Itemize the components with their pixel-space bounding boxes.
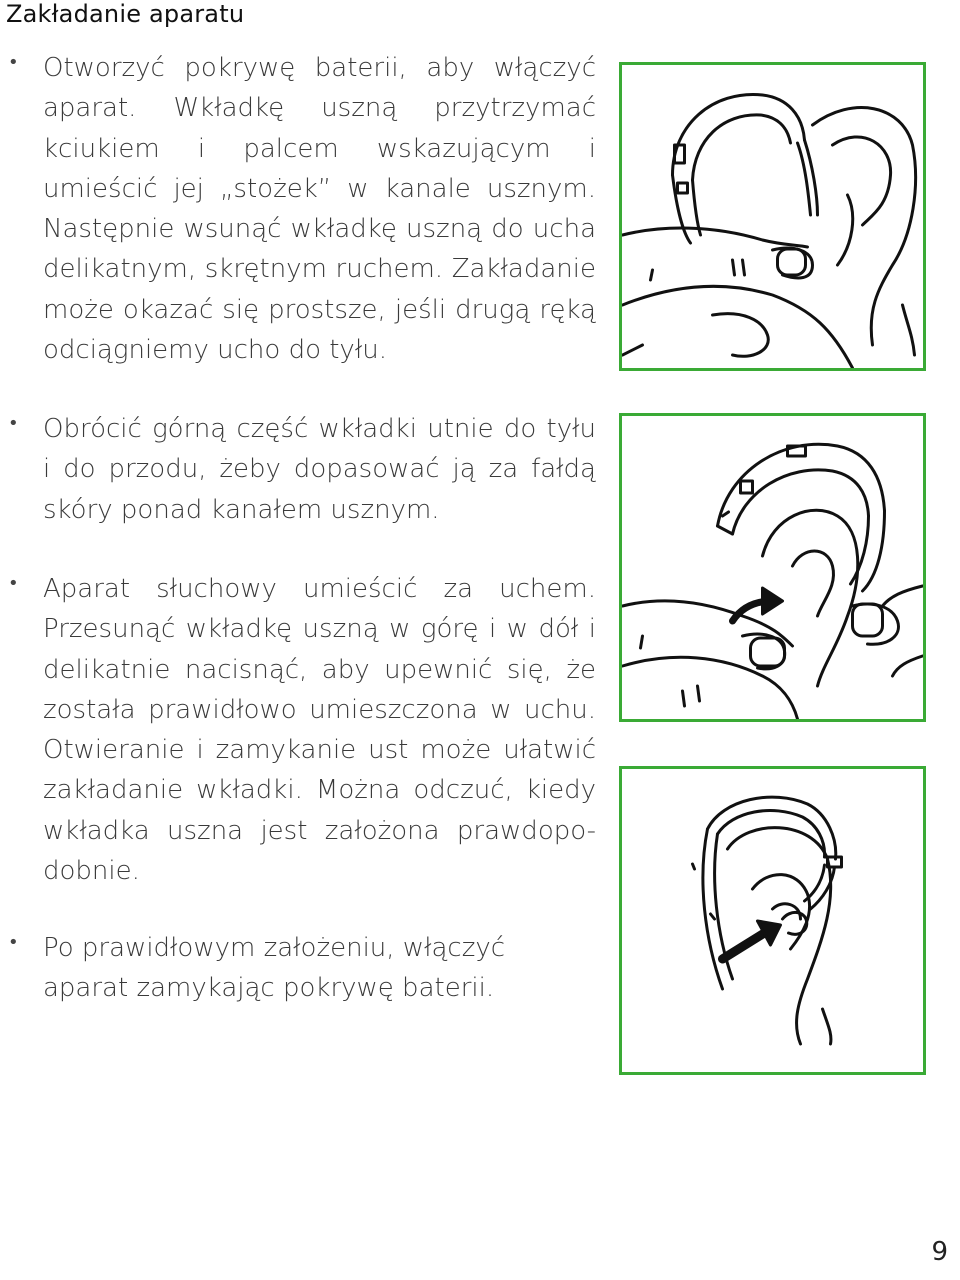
figure-rotate-earpiece: [619, 413, 926, 722]
hand-rotating-earpiece-illustration: [622, 416, 923, 719]
bullet-marker: •: [8, 932, 19, 953]
hearing-aid-on-ear-illustration: [622, 769, 923, 1072]
instruction-paragraph-4: Po prawidłowym założeniu, włączyć aparat zamykając pokrywę baterii.: [43, 933, 506, 1004]
instruction-paragraph-2: Obrócić górną część wkładki utnie do tyłu i do przodu, żeby dopasować ją za fałdą skóry ponad kanałem usznym.: [43, 414, 596, 525]
bullet-marker: •: [8, 573, 19, 594]
instruction-paragraph-1: Otworzyć pokrywę baterii, aby włączyć aparat. Wkładkę uszną przytrzymać kciukiem i palcem wskazującym i umieścić jej „stożek” w kanale usznym. Następnie wsunąć wkładkę uszną do ucha delikatnym, skrętnym ruchem. Zakładanie może okazać się prostsze, jeśli drugą ręką odciągniemy ucho do tyłu.: [43, 53, 596, 366]
figure-insert-earpiece: [619, 62, 926, 371]
instruction-paragraph-3: Aparat słuchowy umieścić za uchem. Przesunąć wkładkę uszną w górę i w dół i delikatnie nacisnąć, aby upewnić się, że została prawidłowo umieszczona w uchu. Otwieranie i zamykanie ust może ułatwić zakładanie wkładki. Można odczuć, kiedy wkładka uszna jest założona prawdopo-dobnie.: [43, 574, 596, 887]
hand-inserting-earpiece-illustration: [622, 65, 923, 368]
page-title: Zakładanie aparatu: [6, 0, 245, 28]
page-number: 9: [931, 1237, 948, 1267]
bullet-marker: •: [8, 413, 19, 434]
bullet-marker: •: [8, 52, 19, 73]
figure-aid-on-ear: [619, 766, 926, 1075]
